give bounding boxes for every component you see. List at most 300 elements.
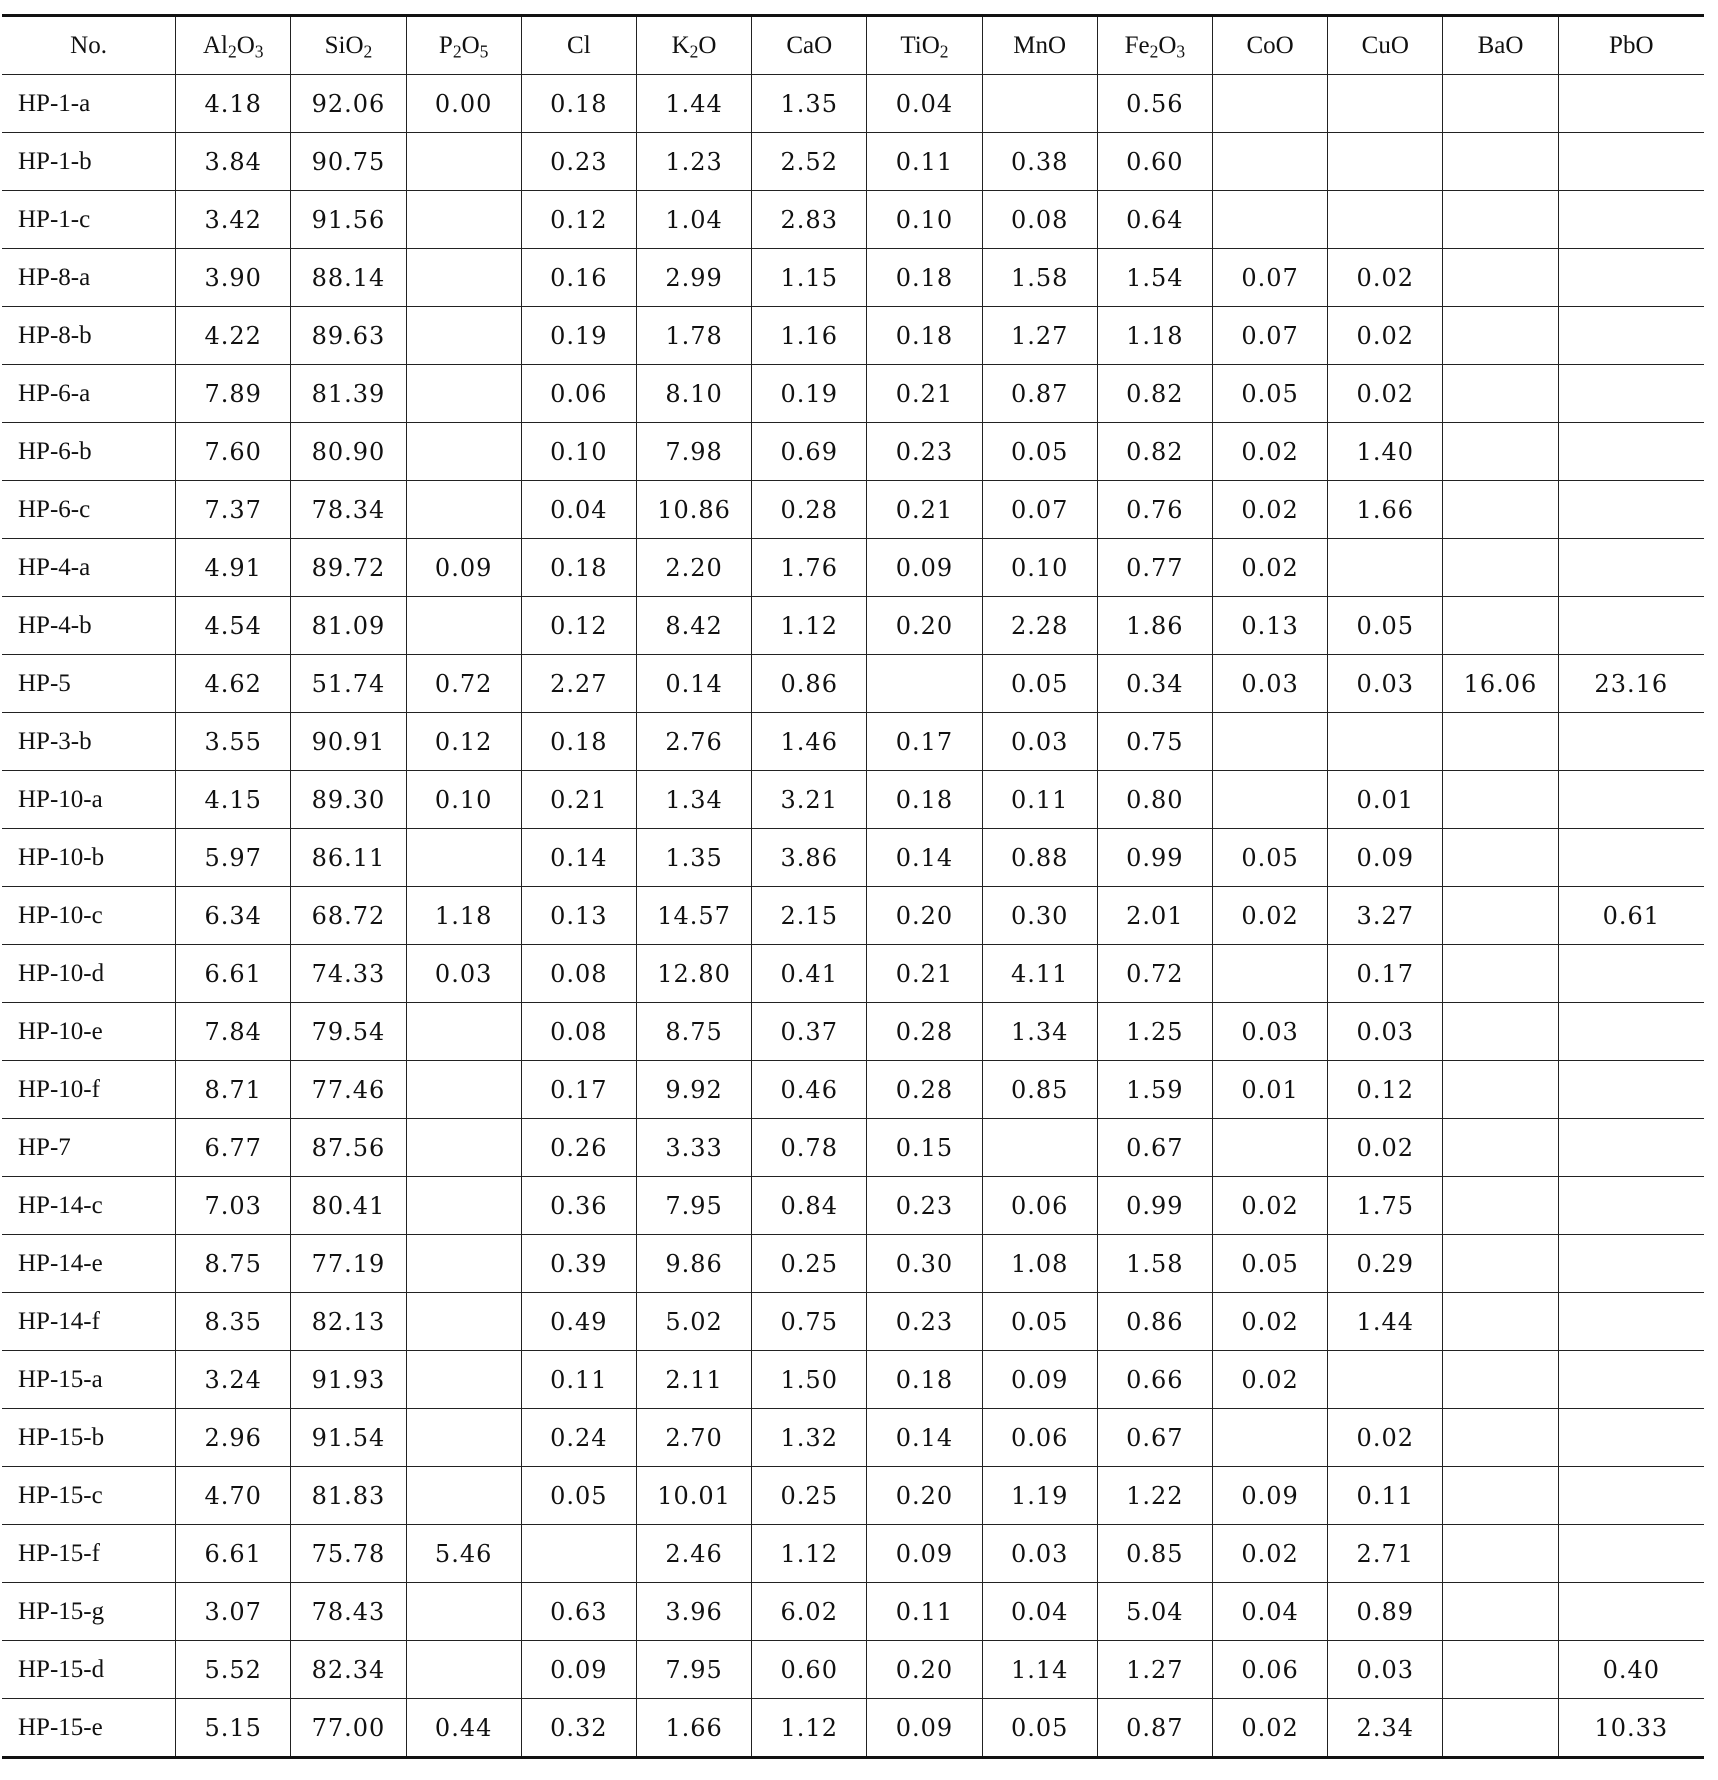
value-cell bbox=[1558, 597, 1704, 655]
value-cell bbox=[1443, 1641, 1558, 1699]
column-header-subscript: 3 bbox=[1176, 40, 1186, 61]
value-cell: 0.80 bbox=[1097, 771, 1212, 829]
value-cell bbox=[406, 1061, 521, 1119]
value-cell: 68.72 bbox=[291, 887, 406, 945]
value-cell bbox=[1443, 597, 1558, 655]
column-header-text: O bbox=[236, 31, 255, 59]
column-header-subscript: 2 bbox=[452, 40, 462, 61]
value-cell bbox=[406, 481, 521, 539]
value-cell: 0.12 bbox=[1328, 1061, 1443, 1119]
value-cell: 0.03 bbox=[1212, 655, 1327, 713]
value-cell: 0.20 bbox=[867, 597, 982, 655]
sample-id-cell: HP-5 bbox=[2, 655, 176, 713]
value-cell: 3.96 bbox=[636, 1583, 751, 1641]
column-header-subscript: 2 bbox=[939, 40, 949, 61]
column-header bbox=[867, 16, 982, 75]
value-cell: 4.62 bbox=[176, 655, 291, 713]
table-row bbox=[2, 1583, 1704, 1641]
value-cell: 5.97 bbox=[176, 829, 291, 887]
value-cell bbox=[982, 75, 1097, 133]
value-cell bbox=[406, 1641, 521, 1699]
value-cell: 3.07 bbox=[176, 1583, 291, 1641]
value-cell: 0.82 bbox=[1097, 365, 1212, 423]
sample-id-cell: HP-14-c bbox=[2, 1177, 176, 1235]
value-cell: 0.20 bbox=[867, 1467, 982, 1525]
value-cell: 8.42 bbox=[636, 597, 751, 655]
value-cell: 0.87 bbox=[1097, 1699, 1212, 1758]
value-cell: 7.95 bbox=[636, 1641, 751, 1699]
column-header-text: P bbox=[438, 31, 453, 59]
value-cell: 8.35 bbox=[176, 1293, 291, 1351]
value-cell bbox=[1443, 481, 1558, 539]
value-cell: 0.19 bbox=[752, 365, 867, 423]
value-cell bbox=[1212, 713, 1327, 771]
sample-id-cell: HP-1-c bbox=[2, 191, 176, 249]
value-cell: 3.84 bbox=[176, 133, 291, 191]
value-cell bbox=[1443, 713, 1558, 771]
value-cell: 0.11 bbox=[867, 133, 982, 191]
value-cell: 3.21 bbox=[752, 771, 867, 829]
value-cell: 0.23 bbox=[867, 1293, 982, 1351]
value-cell bbox=[1443, 1467, 1558, 1525]
value-cell: 80.41 bbox=[291, 1177, 406, 1235]
value-cell bbox=[1443, 1351, 1558, 1409]
value-cell bbox=[1558, 1293, 1704, 1351]
value-cell bbox=[1328, 713, 1443, 771]
value-cell bbox=[406, 365, 521, 423]
value-cell bbox=[406, 829, 521, 887]
sample-id-cell: HP-8-b bbox=[2, 307, 176, 365]
value-cell: 1.35 bbox=[636, 829, 751, 887]
value-cell: 91.54 bbox=[291, 1409, 406, 1467]
sample-id-cell: HP-14-f bbox=[2, 1293, 176, 1351]
sample-id-cell: HP-15-g bbox=[2, 1583, 176, 1641]
value-cell: 0.09 bbox=[867, 1699, 982, 1758]
value-cell: 0.18 bbox=[521, 713, 636, 771]
value-cell: 88.14 bbox=[291, 249, 406, 307]
value-cell: 1.54 bbox=[1097, 249, 1212, 307]
value-cell: 1.86 bbox=[1097, 597, 1212, 655]
column-header bbox=[2, 16, 176, 75]
column-header-text: Cl bbox=[567, 31, 591, 59]
value-cell bbox=[1558, 1003, 1704, 1061]
value-cell: 4.11 bbox=[982, 945, 1097, 1003]
value-cell: 7.84 bbox=[176, 1003, 291, 1061]
column-header-text: Al bbox=[202, 31, 228, 59]
sample-id-cell: HP-8-a bbox=[2, 249, 176, 307]
table-row bbox=[2, 1177, 1704, 1235]
value-cell: 78.34 bbox=[291, 481, 406, 539]
value-cell bbox=[1558, 1177, 1704, 1235]
value-cell: 0.60 bbox=[752, 1641, 867, 1699]
value-cell: 0.78 bbox=[752, 1119, 867, 1177]
value-cell: 2.20 bbox=[636, 539, 751, 597]
composition-table bbox=[2, 14, 1704, 1759]
value-cell: 0.12 bbox=[521, 597, 636, 655]
value-cell: 8.75 bbox=[176, 1235, 291, 1293]
sample-id-cell: HP-15-e bbox=[2, 1699, 176, 1758]
value-cell: 1.76 bbox=[752, 539, 867, 597]
value-cell: 2.27 bbox=[521, 655, 636, 713]
column-header bbox=[982, 16, 1097, 75]
value-cell: 1.12 bbox=[752, 1525, 867, 1583]
table-row bbox=[2, 655, 1704, 713]
column-header-text: CaO bbox=[786, 31, 833, 59]
value-cell bbox=[1443, 1293, 1558, 1351]
value-cell: 1.08 bbox=[982, 1235, 1097, 1293]
value-cell: 0.84 bbox=[752, 1177, 867, 1235]
value-cell bbox=[1443, 1061, 1558, 1119]
value-cell: 1.59 bbox=[1097, 1061, 1212, 1119]
value-cell: 3.24 bbox=[176, 1351, 291, 1409]
value-cell: 0.99 bbox=[1097, 1177, 1212, 1235]
value-cell: 0.46 bbox=[752, 1061, 867, 1119]
value-cell bbox=[1558, 481, 1704, 539]
value-cell: 12.80 bbox=[636, 945, 751, 1003]
value-cell: 7.60 bbox=[176, 423, 291, 481]
value-cell: 82.13 bbox=[291, 1293, 406, 1351]
value-cell: 0.11 bbox=[1328, 1467, 1443, 1525]
column-header bbox=[1558, 16, 1704, 75]
value-cell: 74.33 bbox=[291, 945, 406, 1003]
value-cell: 0.03 bbox=[1212, 1003, 1327, 1061]
value-cell bbox=[1443, 1699, 1558, 1758]
value-cell bbox=[1443, 887, 1558, 945]
value-cell bbox=[1212, 1409, 1327, 1467]
value-cell: 2.99 bbox=[636, 249, 751, 307]
value-cell: 0.76 bbox=[1097, 481, 1212, 539]
value-cell: 0.86 bbox=[752, 655, 867, 713]
value-cell bbox=[1558, 133, 1704, 191]
value-cell: 0.99 bbox=[1097, 829, 1212, 887]
value-cell bbox=[521, 1525, 636, 1583]
value-cell bbox=[1558, 75, 1704, 133]
value-cell bbox=[1443, 191, 1558, 249]
value-cell bbox=[1212, 771, 1327, 829]
column-header bbox=[752, 16, 867, 75]
value-cell bbox=[406, 1351, 521, 1409]
table-row bbox=[2, 597, 1704, 655]
value-cell: 0.49 bbox=[521, 1293, 636, 1351]
column-header-subscript: 2 bbox=[363, 40, 373, 61]
column-header bbox=[406, 16, 521, 75]
table-row bbox=[2, 771, 1704, 829]
value-cell bbox=[406, 133, 521, 191]
value-cell bbox=[1212, 945, 1327, 1003]
value-cell: 77.00 bbox=[291, 1699, 406, 1758]
value-cell: 0.09 bbox=[1212, 1467, 1327, 1525]
value-cell: 1.46 bbox=[752, 713, 867, 771]
value-cell: 5.15 bbox=[176, 1699, 291, 1758]
value-cell: 0.18 bbox=[867, 771, 982, 829]
value-cell: 6.61 bbox=[176, 945, 291, 1003]
value-cell bbox=[1443, 133, 1558, 191]
value-cell: 0.21 bbox=[521, 771, 636, 829]
value-cell: 0.04 bbox=[982, 1583, 1097, 1641]
value-cell: 3.90 bbox=[176, 249, 291, 307]
value-cell: 16.06 bbox=[1443, 655, 1558, 713]
value-cell bbox=[406, 1583, 521, 1641]
value-cell: 14.57 bbox=[636, 887, 751, 945]
table-row bbox=[2, 75, 1704, 133]
value-cell: 4.15 bbox=[176, 771, 291, 829]
value-cell: 0.18 bbox=[867, 1351, 982, 1409]
value-cell bbox=[1558, 1525, 1704, 1583]
value-cell: 6.34 bbox=[176, 887, 291, 945]
value-cell: 0.03 bbox=[1328, 655, 1443, 713]
value-cell bbox=[1558, 1351, 1704, 1409]
table-row bbox=[2, 191, 1704, 249]
table-row bbox=[2, 365, 1704, 423]
column-header bbox=[176, 16, 291, 75]
value-cell: 23.16 bbox=[1558, 655, 1704, 713]
column-header bbox=[291, 16, 406, 75]
value-cell: 0.03 bbox=[982, 1525, 1097, 1583]
sample-id-cell: HP-14-e bbox=[2, 1235, 176, 1293]
value-cell bbox=[982, 1119, 1097, 1177]
value-cell: 0.07 bbox=[982, 481, 1097, 539]
value-cell: 91.93 bbox=[291, 1351, 406, 1409]
value-cell: 0.23 bbox=[521, 133, 636, 191]
value-cell: 1.22 bbox=[1097, 1467, 1212, 1525]
value-cell: 5.02 bbox=[636, 1293, 751, 1351]
value-cell: 1.44 bbox=[636, 75, 751, 133]
value-cell: 0.18 bbox=[521, 75, 636, 133]
value-cell: 0.07 bbox=[1212, 249, 1327, 307]
value-cell bbox=[1328, 1351, 1443, 1409]
value-cell bbox=[1443, 249, 1558, 307]
value-cell: 0.08 bbox=[521, 945, 636, 1003]
table-row bbox=[2, 249, 1704, 307]
value-cell: 77.19 bbox=[291, 1235, 406, 1293]
value-cell: 6.02 bbox=[752, 1583, 867, 1641]
value-cell: 0.10 bbox=[406, 771, 521, 829]
value-cell: 0.88 bbox=[982, 829, 1097, 887]
value-cell: 0.18 bbox=[521, 539, 636, 597]
value-cell: 0.02 bbox=[1212, 423, 1327, 481]
value-cell bbox=[1558, 1409, 1704, 1467]
sample-id-cell: HP-3-b bbox=[2, 713, 176, 771]
value-cell: 0.67 bbox=[1097, 1409, 1212, 1467]
value-cell: 81.39 bbox=[291, 365, 406, 423]
column-header-text: Fe bbox=[1124, 31, 1150, 59]
value-cell bbox=[1443, 1235, 1558, 1293]
value-cell: 0.29 bbox=[1328, 1235, 1443, 1293]
value-cell: 2.52 bbox=[752, 133, 867, 191]
value-cell: 0.14 bbox=[867, 1409, 982, 1467]
value-cell bbox=[406, 1119, 521, 1177]
value-cell bbox=[1212, 133, 1327, 191]
value-cell bbox=[1558, 307, 1704, 365]
sample-id-cell: HP-10-f bbox=[2, 1061, 176, 1119]
value-cell bbox=[1328, 133, 1443, 191]
value-cell: 1.19 bbox=[982, 1467, 1097, 1525]
sample-id-cell: HP-4-b bbox=[2, 597, 176, 655]
value-cell: 0.09 bbox=[867, 1525, 982, 1583]
value-cell: 1.34 bbox=[636, 771, 751, 829]
value-cell: 1.78 bbox=[636, 307, 751, 365]
value-cell bbox=[406, 597, 521, 655]
value-cell: 0.10 bbox=[521, 423, 636, 481]
value-cell: 81.83 bbox=[291, 1467, 406, 1525]
value-cell: 0.08 bbox=[982, 191, 1097, 249]
column-header-text: O bbox=[698, 31, 717, 59]
column-header-subscript: 2 bbox=[227, 40, 237, 61]
value-cell bbox=[1443, 1177, 1558, 1235]
value-cell: 0.09 bbox=[406, 539, 521, 597]
value-cell: 0.44 bbox=[406, 1699, 521, 1758]
value-cell: 0.02 bbox=[1328, 365, 1443, 423]
value-cell bbox=[1443, 1409, 1558, 1467]
value-cell bbox=[1558, 945, 1704, 1003]
value-cell: 80.90 bbox=[291, 423, 406, 481]
value-cell: 0.08 bbox=[521, 1003, 636, 1061]
value-cell bbox=[1443, 771, 1558, 829]
value-cell: 1.32 bbox=[752, 1409, 867, 1467]
value-cell: 0.05 bbox=[1212, 365, 1327, 423]
value-cell: 0.16 bbox=[521, 249, 636, 307]
table-row bbox=[2, 539, 1704, 597]
value-cell: 0.72 bbox=[406, 655, 521, 713]
value-cell: 0.05 bbox=[1212, 1235, 1327, 1293]
value-cell: 0.10 bbox=[867, 191, 982, 249]
value-cell: 0.14 bbox=[521, 829, 636, 887]
sample-id-cell: HP-6-b bbox=[2, 423, 176, 481]
column-header-text: No. bbox=[70, 31, 107, 59]
value-cell: 0.12 bbox=[521, 191, 636, 249]
value-cell: 1.18 bbox=[406, 887, 521, 945]
value-cell: 0.17 bbox=[1328, 945, 1443, 1003]
value-cell: 0.34 bbox=[1097, 655, 1212, 713]
value-cell: 1.66 bbox=[1328, 481, 1443, 539]
value-cell bbox=[1443, 1525, 1558, 1583]
table-row bbox=[2, 1467, 1704, 1525]
value-cell: 0.85 bbox=[1097, 1525, 1212, 1583]
value-cell: 1.75 bbox=[1328, 1177, 1443, 1235]
value-cell: 2.01 bbox=[1097, 887, 1212, 945]
value-cell: 7.37 bbox=[176, 481, 291, 539]
value-cell: 1.34 bbox=[982, 1003, 1097, 1061]
value-cell: 6.77 bbox=[176, 1119, 291, 1177]
value-cell: 0.25 bbox=[752, 1467, 867, 1525]
sample-id-cell: HP-10-d bbox=[2, 945, 176, 1003]
value-cell: 5.52 bbox=[176, 1641, 291, 1699]
value-cell: 3.55 bbox=[176, 713, 291, 771]
column-header-text: O bbox=[461, 31, 480, 59]
table-row bbox=[2, 829, 1704, 887]
value-cell: 0.02 bbox=[1212, 1351, 1327, 1409]
column-header bbox=[1212, 16, 1327, 75]
table-row bbox=[2, 1235, 1704, 1293]
value-cell: 0.56 bbox=[1097, 75, 1212, 133]
value-cell: 82.34 bbox=[291, 1641, 406, 1699]
value-cell: 7.98 bbox=[636, 423, 751, 481]
value-cell: 0.64 bbox=[1097, 191, 1212, 249]
value-cell bbox=[1558, 539, 1704, 597]
value-cell: 0.01 bbox=[1328, 771, 1443, 829]
value-cell: 0.21 bbox=[867, 365, 982, 423]
column-header bbox=[1097, 16, 1212, 75]
value-cell: 0.10 bbox=[982, 539, 1097, 597]
sample-id-cell: HP-7 bbox=[2, 1119, 176, 1177]
value-cell: 3.33 bbox=[636, 1119, 751, 1177]
value-cell: 0.20 bbox=[867, 1641, 982, 1699]
column-header-text: CoO bbox=[1246, 31, 1294, 59]
value-cell: 2.83 bbox=[752, 191, 867, 249]
value-cell: 0.02 bbox=[1328, 249, 1443, 307]
value-cell: 0.11 bbox=[982, 771, 1097, 829]
value-cell: 10.33 bbox=[1558, 1699, 1704, 1758]
value-cell: 79.54 bbox=[291, 1003, 406, 1061]
value-cell: 0.02 bbox=[1212, 887, 1327, 945]
value-cell: 2.28 bbox=[982, 597, 1097, 655]
value-cell: 2.96 bbox=[176, 1409, 291, 1467]
value-cell: 0.61 bbox=[1558, 887, 1704, 945]
value-cell: 0.87 bbox=[982, 365, 1097, 423]
sample-id-cell: HP-1-b bbox=[2, 133, 176, 191]
value-cell bbox=[867, 655, 982, 713]
value-cell: 0.14 bbox=[636, 655, 751, 713]
value-cell: 1.23 bbox=[636, 133, 751, 191]
value-cell: 1.58 bbox=[1097, 1235, 1212, 1293]
value-cell bbox=[1558, 249, 1704, 307]
column-header-subscript: 2 bbox=[1149, 40, 1159, 61]
value-cell bbox=[1558, 1235, 1704, 1293]
value-cell bbox=[1443, 75, 1558, 133]
value-cell bbox=[1443, 539, 1558, 597]
table-row bbox=[2, 1351, 1704, 1409]
value-cell: 2.70 bbox=[636, 1409, 751, 1467]
header-row bbox=[2, 16, 1704, 75]
value-cell: 0.01 bbox=[1212, 1061, 1327, 1119]
column-header-subscript: 2 bbox=[689, 40, 699, 61]
composition-table-container bbox=[2, 14, 1704, 1759]
value-cell: 0.14 bbox=[867, 829, 982, 887]
value-cell: 0.06 bbox=[982, 1409, 1097, 1467]
value-cell: 1.40 bbox=[1328, 423, 1443, 481]
value-cell: 1.35 bbox=[752, 75, 867, 133]
value-cell: 2.76 bbox=[636, 713, 751, 771]
value-cell: 0.89 bbox=[1328, 1583, 1443, 1641]
column-header-text: SiO bbox=[324, 31, 364, 59]
value-cell: 2.11 bbox=[636, 1351, 751, 1409]
table-row bbox=[2, 1699, 1704, 1758]
value-cell: 0.82 bbox=[1097, 423, 1212, 481]
value-cell: 6.61 bbox=[176, 1525, 291, 1583]
value-cell: 4.22 bbox=[176, 307, 291, 365]
value-cell: 1.16 bbox=[752, 307, 867, 365]
value-cell: 0.17 bbox=[867, 713, 982, 771]
value-cell: 0.02 bbox=[1212, 481, 1327, 539]
sample-id-cell: HP-15-d bbox=[2, 1641, 176, 1699]
table-row bbox=[2, 1061, 1704, 1119]
sample-id-cell: HP-10-e bbox=[2, 1003, 176, 1061]
value-cell bbox=[1443, 423, 1558, 481]
table-row bbox=[2, 887, 1704, 945]
value-cell: 0.00 bbox=[406, 75, 521, 133]
table-header bbox=[2, 16, 1704, 75]
value-cell: 0.12 bbox=[406, 713, 521, 771]
table-row bbox=[2, 1293, 1704, 1351]
value-cell bbox=[1558, 365, 1704, 423]
column-header bbox=[636, 16, 751, 75]
value-cell: 86.11 bbox=[291, 829, 406, 887]
table-row bbox=[2, 1003, 1704, 1061]
column-header-text: CuO bbox=[1361, 31, 1409, 59]
value-cell: 0.03 bbox=[982, 713, 1097, 771]
value-cell: 89.63 bbox=[291, 307, 406, 365]
value-cell: 0.24 bbox=[521, 1409, 636, 1467]
